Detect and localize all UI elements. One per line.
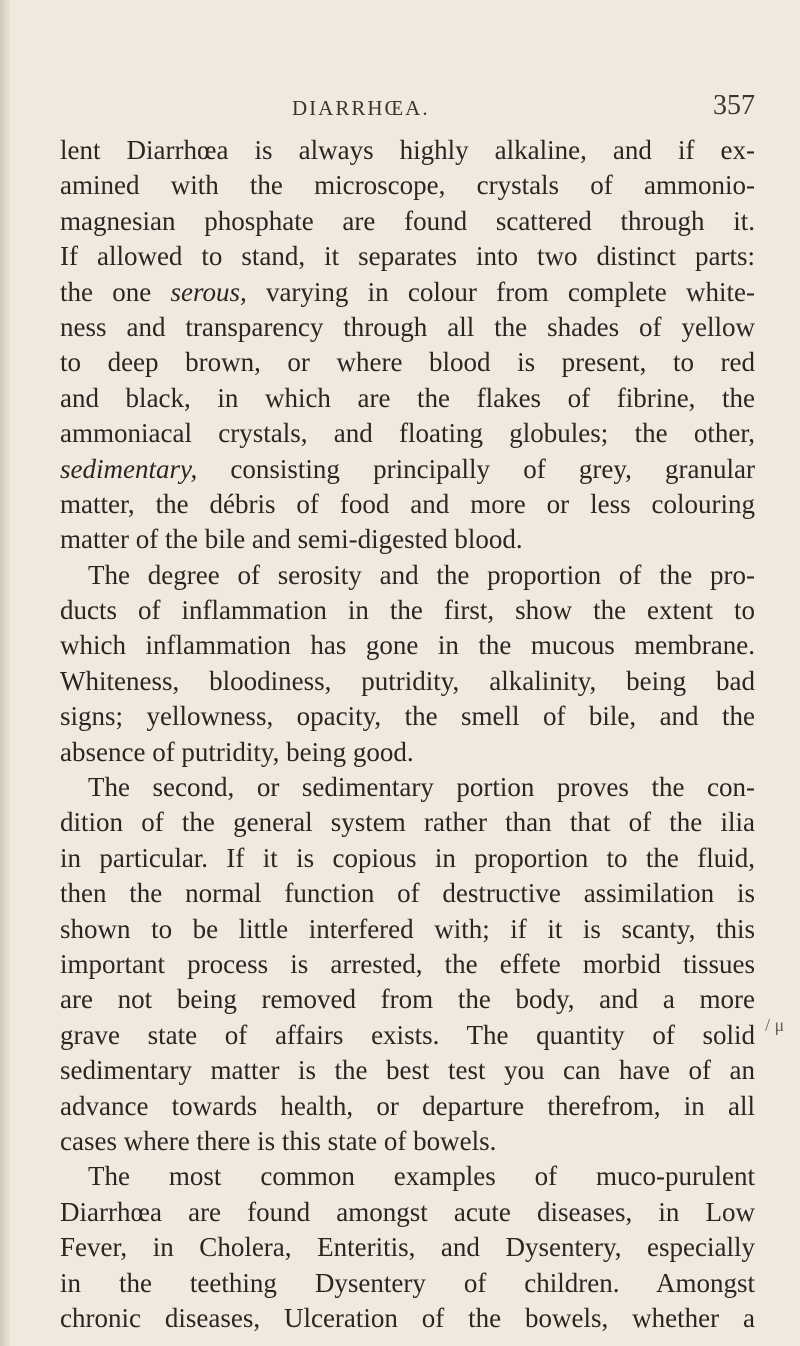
text-line: chronic diseases, Ulceration of the bowels, whether a (60, 1302, 755, 1333)
text-line: signs; yellowness, opacity, the smell of bile, and the (60, 701, 755, 732)
text-line: ness and transparency through all the shades of yellow (60, 311, 755, 342)
text-line: lent Diarrhœa is always highly alkaline, and if ex- (60, 135, 755, 165)
running-head (60, 90, 755, 126)
text-line: ammoniacal crystals, and floating globules; the other, (60, 418, 755, 449)
text-line: matter of the bile and semi-digested blood. (60, 524, 523, 555)
text-line: Diarrhœa are found amongst acute diseases, in Low (60, 1196, 755, 1227)
text-line: in the teething Dysentery of children. Amongst (60, 1267, 755, 1298)
text-line: the one serous, varying in colour from complete white- (60, 276, 755, 307)
text-line: amined with the microscope, crystals of ammonio- (60, 170, 755, 201)
page-heading: DIARRHŒA. (292, 96, 430, 120)
text-line: sedimentary, consisting principally of grey, granular (60, 453, 755, 484)
text-line: important process is arrested, the effete morbid tissues (60, 948, 755, 979)
text-line: which inflammation has gone in the mucous membrane. (60, 630, 755, 661)
text-line: cases where there is this state of bowels. (60, 1125, 497, 1156)
text-line: Fever, in Cholera, Enteritis, and Dysentery, especially (60, 1232, 755, 1263)
text-line: The most common examples of muco-purulent (88, 1161, 755, 1192)
text-line: grave state of affairs exists. The quantity of solid (60, 1019, 755, 1050)
page-edge (0, 0, 10, 1346)
text-line: shown to be little interfered with; if it is scanty, this (60, 913, 755, 944)
text-line: are not being removed from the body, and a more (60, 984, 755, 1015)
text-line: magnesian phosphate are found scattered through it. (60, 205, 755, 236)
text-line: The degree of serosity and the proportion of the pro- (88, 559, 755, 590)
margin-mark: / μ (765, 1015, 785, 1035)
text-line: to deep brown, or where blood is present, to red (60, 347, 755, 378)
text-line: and black, in which are the flakes of fibrine, the (60, 382, 755, 413)
page-number: 357 (713, 90, 755, 121)
text-line: absence of putridity, being good. (60, 736, 414, 767)
text-line: then the normal function of destructive assimilation is (60, 878, 755, 909)
text-line: sedimentary matter is the best test you can have of an (60, 1055, 755, 1086)
text-line: ducts of inflammation in the first, show the extent to (60, 595, 755, 626)
text-line: advance towards health, or departure therefrom, in all (60, 1090, 755, 1121)
text-line: Whiteness, bloodiness, putridity, alkalinity, being bad (60, 665, 755, 696)
text-line: in particular. If it is copious in proportion to the fluid, (60, 842, 755, 873)
text-line: If allowed to stand, it separates into two distinct parts: (60, 241, 755, 272)
text-line: matter, the débris of food and more or less colouring (60, 488, 755, 519)
text-line: dition of the general system rather than that of the ilia (60, 807, 755, 838)
text-line: The second, or sedimentary portion proves the con- (88, 772, 755, 803)
body-text (60, 133, 755, 1336)
